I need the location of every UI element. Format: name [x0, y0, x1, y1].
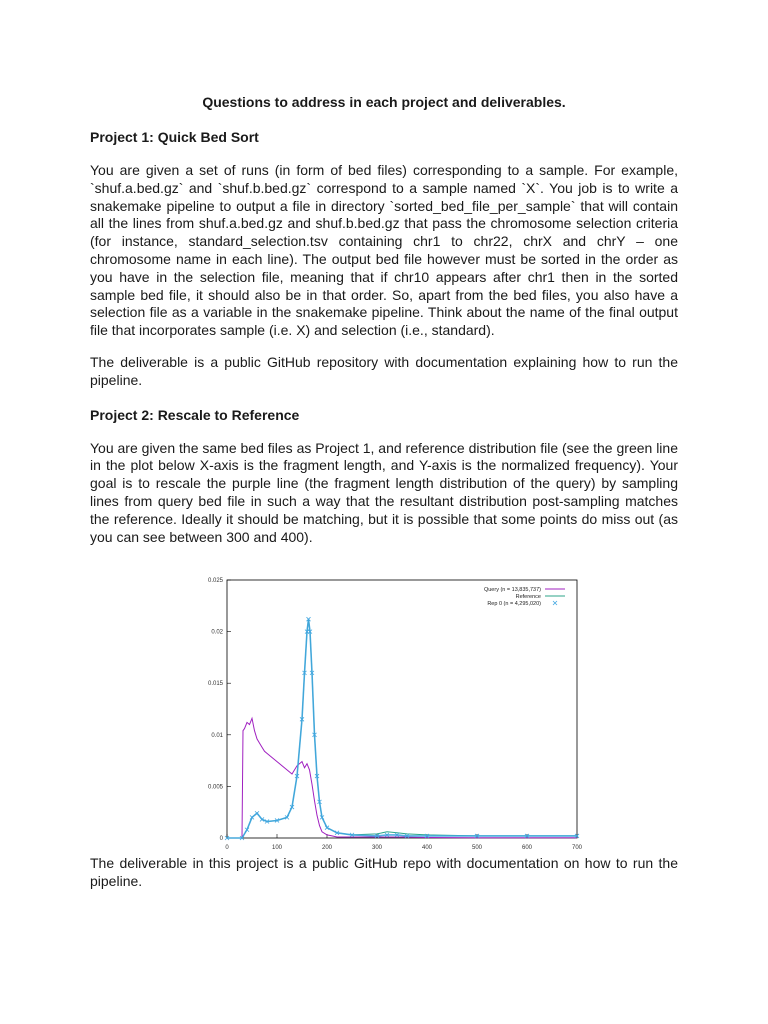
x-tick-label: 100 [271, 845, 283, 851]
y-tick-label: 0.025 [207, 578, 223, 584]
project1-deliverable: The deliverable is a public GitHub repository with documentation explaining how to run the pipeline. [90, 353, 678, 388]
project2-heading: Project 2: Rescale to Reference [90, 406, 300, 423]
project2-body: You are given the same bed files as Project 1, and reference distribution file (see the green line in the plot below X-axis is the fragment length, and Y-axis is the normalized frequency). Your goal is to rescale the purple line (the fragment length distribution of the query) by sampling lines from query bed file in such a way that the resultant distribution post-sampling matches the reference. Ideally it should be matching, but it is possible that some points do miss out (as you can see between 300 and 400). [90, 439, 678, 545]
x-tick-label: 400 [421, 845, 433, 851]
project1-body: You are given a set of runs (in form of bed files) corresponding to a sample. For example, `shuf.a.bed.gz` and `shuf.b.bed.gz` correspond to a sample named `X`. You job is to write a snakemake pipeline to output a file in directory `sorted_bed_file_per_sample` that will contain all the lines from shuf.a.bed.gz and shuf.b.bed.gz that pass the chromosome selection criteria (for instance, standard_selection.tsv containing chr1 to chr22, chrX and chrY – one chromosome name in each line). The output bed file however must be sorted in the order as you have in the selection file, meaning that if chr10 appears after chr1 then in the sorted sample bed file, it should also be in that order. So, apart from the bed files, you also have a selection file as a variable in the snakemake pipeline. Think about the name of the final output file that incorporates sample (i.e. X) and selection (i.e., standard). [90, 162, 678, 339]
document-title: Questions to address in each project and deliverables. [202, 94, 566, 110]
y-tick-label: 0.015 [207, 681, 223, 688]
legend-label: Reference [515, 594, 541, 600]
plot-frame [227, 580, 577, 838]
legend-label: Rep 0 (n = 4,295,020) [487, 601, 541, 607]
y-tick-label: 0.005 [207, 784, 223, 791]
x-tick-label: 600 [521, 845, 533, 851]
y-tick-label: 0.01 [211, 732, 223, 739]
x-tick-label: 500 [471, 845, 483, 851]
legend-label: Query (n = 13,835,737) [483, 587, 541, 593]
project2-deliverable: The deliverable in this project is a public GitHub repo with documentation on how to run the pipeline. [90, 855, 678, 889]
project2-footer [90, 855, 678, 905]
x-tick-label: 200 [321, 845, 333, 851]
y-tick-label: 0.02 [211, 629, 223, 636]
x-tick-label: 300 [371, 845, 383, 851]
x-tick-label: 700 [571, 845, 583, 851]
document-page [90, 93, 678, 560]
y-tick-label: 0 [219, 836, 223, 842]
project1-heading: Project 1: Quick Bed Sort [90, 129, 259, 145]
chart-svg [190, 572, 590, 852]
fragment-length-chart [190, 572, 590, 852]
x-tick-label: 0 [225, 845, 229, 851]
